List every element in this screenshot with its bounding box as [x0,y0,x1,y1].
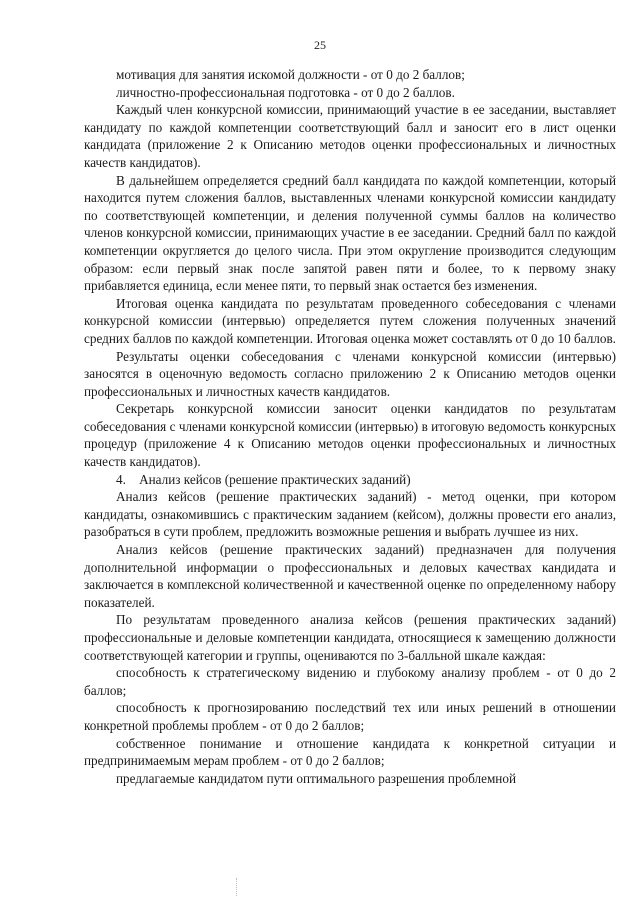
list-item-own-understanding: собственное понимание и отношение кандидата к конкретной ситуации и предпринимаемым мерам проблем - от 0 до 2 баллов; [84,735,616,769]
scan-artifact-mark [236,878,238,896]
paragraph-secretary: Секретарь конкурсной комиссии заносит оценки кандидатов по результатам собеседования с членами конкурсной комиссии (интервью) в итоговую ведомость конкурсных процедур (приложение 4 к Описанию методов оценки профессиональных и личностных качеств кандидатов). [84,401,616,470]
list-item-forecasting: способность к прогнозированию последствий тех или иных решений в отношении конкретной проблемы проблем - от 0 до 2 баллов; [84,700,616,733]
paragraph-final-score: Итоговая оценка кандидата по результатам проведенного собеседования с членами конкурсной комиссии (интервью) определяется путем сложения полученных значений средних баллов по каждой компетенции. Итоговая оценка может составлять от 0 до 10 баллов. [84,295,616,346]
paragraph-commission-score: Каждый член конкурсной комиссии, принимающий участие в ее заседании, выставляет кандидату по каждой компетенции соответствующий балл и заносит его в лист оценки кандидата (приложение 2 к Описанию методов оценки профессиональных и личностных качеств кандидатов). [84,102,616,170]
list-item-strategic-vision: способность к стратегическому видению и глубокому анализу проблем - от 0 до 2 баллов; [84,665,616,698]
paragraph-case-purpose: Анализ кейсов (решение практических заданий) предназначен для получения дополнительной информации о профессиональных и деловых качествах кандидата и заключается в комплексной количественной и качественной оценке по определенному набору показателей. [84,542,616,610]
page-number: 25 [314,38,326,52]
document-body [84,66,616,787]
paragraph-case-definition: Анализ кейсов (решение практических заданий) - метод оценки, при котором кандидаты, ознакомившись с практическим заданием (кейсом), должны провести его анализ, разобраться в сути проблем, предложить возможные решения и выбрать лучшее из них. [84,489,616,540]
paragraph-motivation: мотивация для занятия искомой должности - от 0 до 2 баллов; [116,67,465,82]
paragraph-results-record: Результаты оценки собеседования с членами конкурсной комиссии (интервью) заносятся в оценочную ведомость согласно приложению 2 к Описанию методов оценки профессиональных и личностных качеств кандидатов. [84,348,616,399]
section-heading-case-analysis: 4. Анализ кейсов (решение практических заданий) [116,471,411,487]
paragraph-average-score: В дальнейшем определяется средний балл кандидата по каждой компетенции, который находится путем сложения баллов, выставленных членами конкурсной комиссии кандидату по соответствующей компетенции, и деления полученной суммы баллов на количество членов конкурсной комиссии, принимающих участие в ее заседании. Средний балл по каждой компетенции округляется до целого числа. При этом округление производится следующим образом: если первый знак после запятой равен пяти и более, то к первому знаку прибавляется единица, если менее пяти, то первый знак остается без изменения. [84,172,616,294]
list-item-proposed-solutions: предлагаемые кандидатом пути оптимального разрешения проблемной [116,770,517,786]
paragraph-case-scale: По результатам проведенного анализа кейсов (решения практических заданий) профессиональные и деловые компетенции кандидата, относящиеся к замещению должности соответствующей категории и группы, оцениваются по 3-балльной шкале каждая: [84,612,616,663]
paragraph-training: личностно-профессиональная подготовка - от 0 до 2 баллов. [116,84,455,100]
